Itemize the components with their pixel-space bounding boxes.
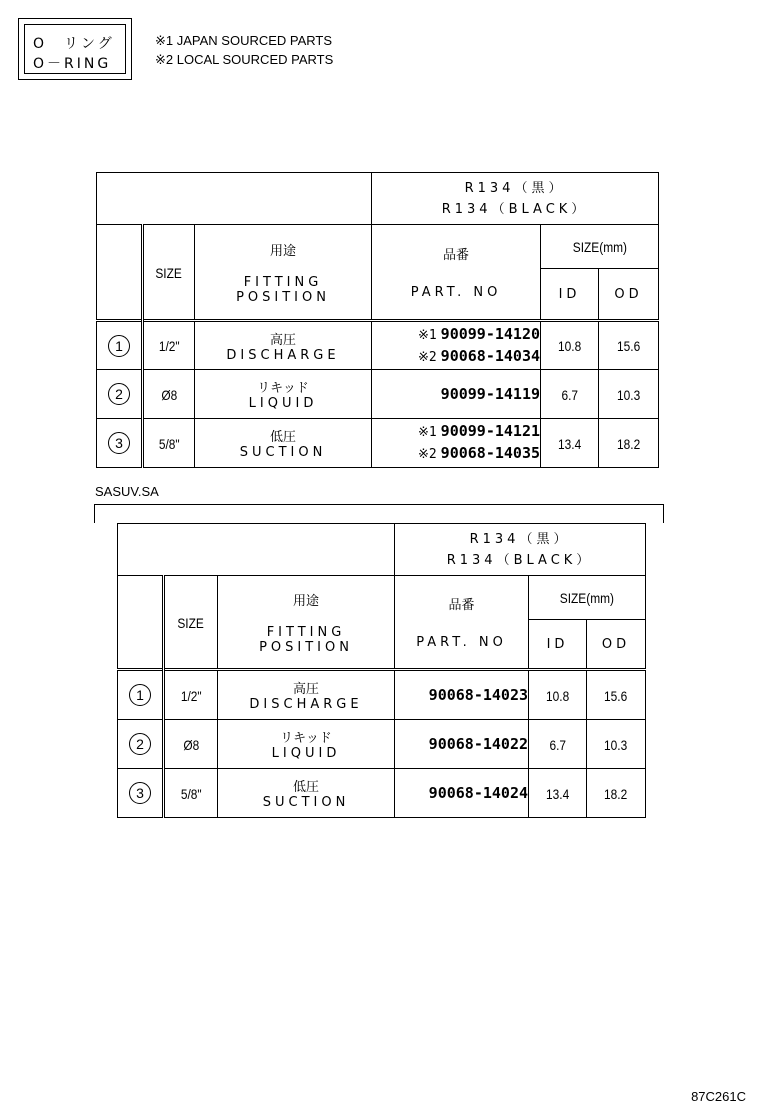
table1-header-row-1 xyxy=(97,225,659,269)
table1-row-part: ※1 90099-14120 ※2 90068-14034 xyxy=(372,321,541,370)
table2-row-use: リキッド LIQUID xyxy=(218,720,395,769)
table1-row-part: ※1 90099-14121 ※2 90068-14035 xyxy=(372,419,541,468)
table1-row-id: 13.4 xyxy=(541,419,599,468)
table2-row-use: 高圧 DISCHARGE xyxy=(218,670,395,720)
table2-id-header: ID xyxy=(529,620,587,670)
table1-row-od: 15.6 xyxy=(599,321,659,370)
table1-refrigerant xyxy=(372,173,659,225)
table1-row-use: 低圧 SUCTION xyxy=(195,419,372,468)
table2-use-header xyxy=(218,576,395,670)
table2-row xyxy=(118,769,646,818)
note-japan-sourced: ※1 JAPAN SOURCED PARTS xyxy=(155,33,333,48)
table1-row-use: リキッド LIQUID xyxy=(195,370,372,419)
table1-id-header: ID xyxy=(541,269,599,321)
table1-row-part: 90099-14119 xyxy=(372,370,541,419)
table2-row-od: 10.3 xyxy=(587,720,646,769)
table1-part-header xyxy=(372,225,541,321)
table2-blank-corner xyxy=(118,524,395,576)
table2-no-header xyxy=(118,576,164,670)
table1-row-no: 1 xyxy=(97,321,143,370)
table2-part-header xyxy=(395,576,529,670)
table1-part-en: PART. NO xyxy=(410,285,502,300)
table2-use-en-2: POSITION xyxy=(259,639,353,655)
table1-dim-header: SIZE(mm) xyxy=(541,225,659,269)
section-bracket xyxy=(94,504,664,523)
table2-row-use: 低圧 SUCTION xyxy=(218,769,395,818)
table2-row xyxy=(118,670,646,720)
table2-refrigerant-en: R134（BLACK） xyxy=(446,552,594,568)
table1-refrigerant-jp: R134（黒） xyxy=(464,180,566,196)
table2-row-od: 18.2 xyxy=(587,769,646,818)
title-en: O－RING xyxy=(33,56,112,72)
table2-row-part: 90068-14022 xyxy=(395,720,529,769)
table2-part-en: PART. NO xyxy=(416,635,507,650)
table1-row-od: 10.3 xyxy=(599,370,659,419)
table1-od-header: OD xyxy=(599,269,659,321)
table1-no-header xyxy=(97,225,143,321)
table2-row-id: 13.4 xyxy=(529,769,587,818)
table1-size-header: SIZE xyxy=(143,225,195,321)
table2-part-jp: 品番 xyxy=(448,598,475,613)
table2-row-size: Ø8 xyxy=(164,720,218,769)
table1-row-size: 1/2" xyxy=(143,321,195,370)
table2-dim-header: SIZE(mm) xyxy=(529,576,646,620)
table1-use-header xyxy=(195,225,372,321)
table2-row xyxy=(118,720,646,769)
table1-row-od: 18.2 xyxy=(599,419,659,468)
table2-row-size: 1/2" xyxy=(164,670,218,720)
table1-row xyxy=(97,321,659,370)
parts-table-1 xyxy=(96,172,659,468)
table2-row-part: 90068-14024 xyxy=(395,769,529,818)
table2-use-jp: 用途 xyxy=(293,593,320,609)
table2-od-header: OD xyxy=(587,620,646,670)
table1-part-jp: 品番 xyxy=(443,248,470,263)
table2-size-header: SIZE xyxy=(164,576,218,670)
table2-row-size: 5/8" xyxy=(164,769,218,818)
table2-refrigerant xyxy=(395,524,646,576)
table2-row-no: 1 xyxy=(118,670,164,720)
section-label: SASUV.SA xyxy=(95,484,159,499)
table1-row-no: 3 xyxy=(97,419,143,468)
table1-use-en-2: POSITION xyxy=(236,289,330,305)
table1-row-size: 5/8" xyxy=(143,419,195,468)
table1-row-no: 2 xyxy=(97,370,143,419)
table1-use-jp: 用途 xyxy=(270,243,297,259)
table2-row-od: 15.6 xyxy=(587,670,646,720)
table1-refrigerant-row xyxy=(97,173,659,225)
table2-row-id: 10.8 xyxy=(529,670,587,720)
table2-row-no: 2 xyxy=(118,720,164,769)
table1-blank-corner xyxy=(97,173,372,225)
table1-row xyxy=(97,419,659,468)
title-box-inner xyxy=(24,24,126,74)
table1-row-size: Ø8 xyxy=(143,370,195,419)
figure-code: 87C261C xyxy=(691,1089,746,1104)
table1-row-id: 10.8 xyxy=(541,321,599,370)
table1-refrigerant-en: R134（BLACK） xyxy=(441,201,589,217)
table2-header-row-1 xyxy=(118,576,646,620)
table1-row xyxy=(97,370,659,419)
table2-refrigerant-jp: R134（黒） xyxy=(469,531,571,547)
table1-use-en-1: FITTING xyxy=(243,274,323,290)
table2-row-no: 3 xyxy=(118,769,164,818)
title-box xyxy=(18,18,132,80)
table2-row-part: 90068-14023 xyxy=(395,670,529,720)
parts-table-2 xyxy=(117,523,646,818)
table2-refrigerant-row xyxy=(118,524,646,576)
title-jp: O リング xyxy=(33,36,115,52)
note-local-sourced: ※2 LOCAL SOURCED PARTS xyxy=(155,52,334,67)
table2-row-id: 6.7 xyxy=(529,720,587,769)
table1-row-use: 高圧 DISCHARGE xyxy=(195,321,372,370)
table2-use-en-1: FITTING xyxy=(266,624,346,640)
table1-row-id: 6.7 xyxy=(541,370,599,419)
